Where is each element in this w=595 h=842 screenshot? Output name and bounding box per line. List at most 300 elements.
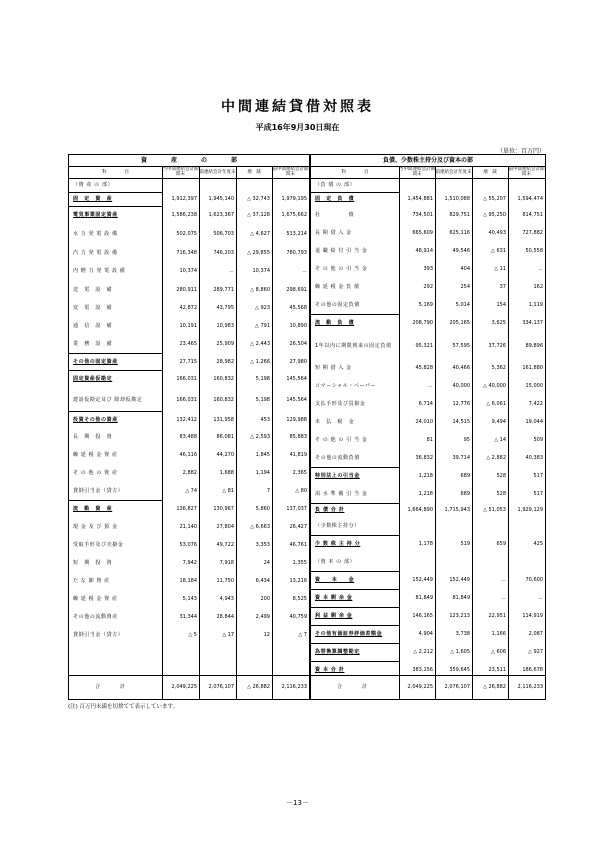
row-value: 453 <box>260 416 270 423</box>
row-value: △ 631 <box>491 248 506 254</box>
table-row <box>69 206 309 224</box>
row-value: 5,169 <box>418 302 433 308</box>
row-label: 繰 延 税 金 負 債 <box>315 284 360 290</box>
row-value: 10,983 <box>216 323 234 329</box>
row-label: （負 債 の 部） <box>315 182 356 188</box>
row-value: 205,165 <box>449 320 470 326</box>
row-value: 1,218 <box>418 491 433 497</box>
row-value: △ 2,593 <box>250 434 270 440</box>
row-value <box>162 178 199 192</box>
row-value: 829,751 <box>449 212 470 218</box>
row-value: 50,558 <box>525 248 543 254</box>
table-row <box>69 518 309 536</box>
footnote: (注) 百万円未満を切捨てて表示しています。 <box>68 704 179 710</box>
row-value: － <box>427 383 433 390</box>
table-row <box>69 224 309 243</box>
row-value: 85,883 <box>289 434 307 440</box>
table-row <box>69 590 309 608</box>
row-label: 固定資産仮勘定 <box>73 376 113 382</box>
row-value: 208,790 <box>412 320 433 326</box>
row-value: 48,914 <box>415 248 433 254</box>
row-value: 1,119 <box>528 302 543 308</box>
table-row <box>69 500 309 518</box>
row-value: 383,156 <box>412 667 433 673</box>
table-row <box>311 503 545 517</box>
total-value: 2,116,233 <box>517 684 543 690</box>
row-label: 社 債 <box>315 212 355 218</box>
row-value: 154 <box>496 302 506 308</box>
row-value: △ 55,207 <box>483 196 506 202</box>
row-value: 152,449 <box>449 577 470 583</box>
table-row <box>69 428 309 446</box>
row-value: 1,664,890 <box>407 507 433 513</box>
row-divider <box>311 314 399 315</box>
table-row <box>69 411 309 428</box>
col-header-change: 増 減 <box>483 169 497 175</box>
row-value: 145,564 <box>286 376 307 382</box>
row-value: 46,761 <box>289 542 307 548</box>
row-label: 流 動 資 産 <box>73 506 113 512</box>
row-value: 5,014 <box>455 302 470 308</box>
row-label: そ の 他 の 資 産 <box>73 470 118 476</box>
row-value: 36,832 <box>415 455 433 461</box>
row-label: 少 数 株 主 持 分 <box>315 541 361 547</box>
row-value: 45,568 <box>289 305 307 311</box>
row-value: 1,715,943 <box>444 507 470 513</box>
row-value: 425 <box>533 541 543 547</box>
row-value: 70,600 <box>525 577 543 583</box>
row-value: 166,031 <box>176 396 197 403</box>
row-value: 359,645 <box>449 667 470 673</box>
row-label: 支払手形及び買掛金 <box>315 401 366 407</box>
row-value: 95 <box>463 437 470 443</box>
liabilities-section <box>311 155 545 699</box>
row-value: △ 6,663 <box>250 524 270 530</box>
table-row <box>311 278 545 296</box>
row-divider <box>69 500 162 501</box>
row-value <box>399 517 435 535</box>
row-label: 内 燃 力 発 電 設 備 <box>73 268 126 274</box>
row-label: 渇 水 準 備 引 当 金 <box>315 491 368 497</box>
row-value: 21,140 <box>179 524 197 530</box>
row-value <box>272 178 309 192</box>
row-value: 23,465 <box>179 341 197 347</box>
row-value: 10,890 <box>289 323 307 329</box>
row-value: △ 2,443 <box>250 341 270 347</box>
row-value: △ 95,250 <box>483 212 506 218</box>
row-value: 506,703 <box>213 230 234 237</box>
row-value: 27,715 <box>179 358 197 365</box>
table-row <box>311 553 545 571</box>
row-label: 資 本 合 計 <box>315 667 345 673</box>
row-value: 393 <box>423 266 433 272</box>
row-value: 1,675,662 <box>281 212 307 218</box>
assets-section <box>69 155 311 699</box>
row-value: 40,000 <box>452 383 470 389</box>
table-row <box>311 314 545 332</box>
row-value: △ 791 <box>255 323 270 329</box>
row-value: － <box>537 595 543 602</box>
table-row <box>69 482 309 500</box>
row-label: 水 力 発 電 設 備 <box>73 230 118 237</box>
table-row <box>311 607 545 625</box>
row-value <box>508 178 545 192</box>
row-value: 280,911 <box>176 286 197 293</box>
table-row <box>69 370 309 388</box>
table-row <box>311 625 545 643</box>
row-label: その他有価証券評価差額金 <box>315 631 383 637</box>
table-row <box>311 467 545 485</box>
row-value: 49,546 <box>452 248 470 254</box>
row-value: △ 40,000 <box>483 383 506 389</box>
total-value: 2,049,225 <box>407 684 433 690</box>
row-value: － <box>228 268 234 275</box>
row-label: 貸倒引当金（貸方） <box>73 632 124 638</box>
row-value <box>472 178 508 192</box>
row-value: 659 <box>496 541 506 547</box>
row-value: 5,860 <box>255 506 270 512</box>
row-value: 39,714 <box>452 455 470 461</box>
row-value: △ 51,053 <box>483 507 506 513</box>
row-value: 2,499 <box>255 614 270 620</box>
liabilities-header: 負債、少数株主持分及び資本の部 <box>311 155 545 167</box>
row-value: △ 32,743 <box>247 196 270 202</box>
row-value: 26,427 <box>289 524 307 530</box>
row-divider <box>311 571 399 572</box>
col-header-prior-year: 前連結会計年度末 <box>435 169 472 175</box>
row-value: 95,321 <box>415 342 433 349</box>
row-value: 27,804 <box>216 524 234 530</box>
row-value <box>399 178 435 192</box>
row-value <box>435 178 472 192</box>
balance-sheet-table <box>68 154 546 700</box>
row-value: 3,353 <box>255 542 270 548</box>
row-value: 1,218 <box>418 473 433 479</box>
total-row <box>311 675 545 699</box>
row-value: 42,872 <box>179 305 197 311</box>
row-value: 83,488 <box>179 434 197 440</box>
row-value: 6,434 <box>255 578 270 584</box>
row-label: その他の流動負債 <box>315 455 360 461</box>
row-label: 流 動 負 債 <box>315 320 355 326</box>
row-value: － <box>301 268 307 275</box>
row-value: 86,081 <box>216 434 234 440</box>
row-value: 528 <box>496 491 506 497</box>
row-value: 5,362 <box>491 365 506 371</box>
table-row <box>311 413 545 431</box>
row-value: 10,191 <box>179 323 197 329</box>
row-value: 716,348 <box>176 249 197 256</box>
row-value: 200 <box>260 596 270 602</box>
table-row <box>311 589 545 607</box>
table-row <box>311 242 545 260</box>
table-row <box>311 377 545 395</box>
row-value: 14,515 <box>452 419 470 425</box>
row-label: 利 益 剰 余 金 <box>315 613 353 619</box>
row-value <box>472 517 508 535</box>
row-value: △ 81 <box>222 488 234 494</box>
row-value: － <box>500 595 506 602</box>
row-value: 161,880 <box>522 365 543 371</box>
row-value: 509 <box>533 437 543 443</box>
table-row <box>69 536 309 554</box>
row-divider <box>311 503 399 504</box>
row-value: 89,896 <box>525 342 543 349</box>
row-value: 24,010 <box>415 419 433 425</box>
row-value: 152,449 <box>412 577 433 583</box>
row-value: 45,828 <box>415 365 433 371</box>
col-header-change: 増 減 <box>247 169 261 175</box>
col-header-prior-interim: 前中間連結会計期間末 <box>508 167 545 177</box>
table-row <box>69 446 309 464</box>
row-value: 145,564 <box>286 396 307 403</box>
row-value: 37,726 <box>488 342 506 349</box>
total-value: 2,116,233 <box>281 684 307 690</box>
row-value: △ 14 <box>494 437 506 443</box>
row-value <box>399 553 435 571</box>
row-value: 4,904 <box>418 631 433 637</box>
row-value: 25,909 <box>216 341 234 347</box>
row-value: 3,738 <box>455 631 470 637</box>
row-value <box>508 517 545 535</box>
table-row <box>69 262 309 280</box>
row-value: 2,087 <box>528 631 543 637</box>
row-value: △ 1,605 <box>450 649 470 655</box>
row-label: 負 債 合 計 <box>315 507 345 513</box>
row-value: 22,951 <box>488 613 506 619</box>
row-value: 46,116 <box>179 452 197 458</box>
row-value: 12 <box>263 632 270 638</box>
row-value: 40,466 <box>452 365 470 371</box>
row-value: △ 4,627 <box>250 230 270 237</box>
row-value: 123,213 <box>449 613 470 619</box>
row-divider <box>311 589 399 590</box>
table-row <box>311 192 545 206</box>
row-label: 未 払 税 金 <box>315 419 355 425</box>
table-row <box>311 395 545 413</box>
row-divider <box>311 192 399 193</box>
row-value: 186,678 <box>522 667 543 673</box>
row-label: 長 期 投 資 <box>73 434 113 440</box>
row-value: 1,166 <box>491 631 506 637</box>
row-value: 5,198 <box>255 396 270 403</box>
row-value: 24 <box>263 560 270 566</box>
row-value: △ 37,128 <box>247 212 270 218</box>
col-header-prior-interim: 前中間連結会計期間末 <box>272 167 309 177</box>
table-row <box>311 359 545 377</box>
table-row <box>69 335 309 353</box>
row-label: 通 信 設 備 <box>73 323 113 329</box>
row-value: 12,776 <box>452 401 470 407</box>
table-row <box>69 572 309 590</box>
table-row <box>69 554 309 572</box>
row-divider <box>69 206 162 207</box>
row-value: 114,919 <box>522 613 543 619</box>
row-value: △ 923 <box>255 305 270 311</box>
col-header-prior-year: 前連結会計年度末 <box>199 169 236 175</box>
col-header-current: 当中間連結会計期間末 <box>162 167 199 177</box>
assets-header: 資 産 の 部 <box>69 155 309 167</box>
row-value: 665,609 <box>412 230 433 236</box>
row-label: 業 務 設 備 <box>73 341 113 347</box>
row-value: 502,075 <box>176 230 197 237</box>
row-value: 13,216 <box>289 578 307 584</box>
row-label: 送 電 設 備 <box>73 286 113 293</box>
table-row <box>311 431 545 449</box>
row-value: 1,510,088 <box>444 196 470 202</box>
total-label: 合計 <box>95 684 146 690</box>
row-divider <box>311 625 399 626</box>
row-value: 1,979,195 <box>281 196 307 202</box>
col-header-item: 科 目 <box>102 169 129 175</box>
table-row <box>69 464 309 482</box>
row-label: 為替換算調整勘定 <box>315 649 360 655</box>
table-row <box>69 388 309 411</box>
row-value: 43,795 <box>216 305 234 311</box>
row-value: 53,076 <box>179 542 197 548</box>
table-row <box>311 296 545 314</box>
row-value: △ 2,882 <box>486 455 506 461</box>
row-divider <box>69 411 162 412</box>
row-value: 26,504 <box>289 341 307 347</box>
table-row <box>311 260 545 278</box>
row-value: 18,184 <box>179 578 197 584</box>
row-value: 1,178 <box>418 541 433 547</box>
row-value: 334,137 <box>522 320 543 326</box>
row-value: 41,819 <box>289 452 307 458</box>
row-value: 19,044 <box>525 419 543 425</box>
row-label: その他の流動資産 <box>73 614 118 620</box>
row-value: 7,422 <box>528 401 543 407</box>
row-value: － <box>500 577 506 584</box>
row-label: 退 職 給 付 引 当 金 <box>315 248 368 254</box>
table-row <box>69 608 309 626</box>
row-label: 繰 延 税 金 資 産 <box>73 596 118 602</box>
table-row <box>311 535 545 553</box>
table-row <box>311 206 545 224</box>
table-row <box>311 449 545 467</box>
row-label: （資 本 の 部） <box>315 559 356 565</box>
row-label: そ の 他 の 引 当 金 <box>315 437 368 443</box>
row-label: 投資その他の資産 <box>73 416 118 423</box>
row-value: 254 <box>460 284 470 290</box>
row-value: 81,849 <box>452 595 470 601</box>
table-row <box>69 178 309 192</box>
row-value: 1,845 <box>255 452 270 458</box>
row-label: 建設仮勘定及び 除却仮勘定 <box>73 396 143 403</box>
row-value <box>236 178 272 192</box>
row-value: 160,832 <box>213 376 234 382</box>
table-row <box>311 224 545 242</box>
row-value: 15,000 <box>525 383 543 389</box>
unit-label: （単位：百万円） <box>496 148 545 155</box>
row-label: 短 期 投 資 <box>73 560 113 566</box>
row-label: 貸倒引当金（貸方） <box>73 488 124 494</box>
row-value: 1,454,881 <box>407 196 433 202</box>
row-value: △ 5 <box>188 632 197 638</box>
row-value: 28,982 <box>216 358 234 365</box>
total-value: △ 26,882 <box>483 684 506 690</box>
row-label: （資 産 の 部） <box>73 182 114 188</box>
row-value <box>435 517 472 535</box>
row-value: 8,525 <box>292 596 307 602</box>
row-value: 27,980 <box>289 358 307 365</box>
row-value: 7 <box>266 488 270 494</box>
row-value: 44,270 <box>216 452 234 458</box>
total-value: 2,076,107 <box>208 684 234 690</box>
row-value: △ 1,266 <box>250 358 270 365</box>
row-label: 資 本 剰 余 金 <box>315 595 353 601</box>
row-label: 固 定 資 産 <box>73 196 113 202</box>
row-label: た な 卸 資 産 <box>73 578 110 584</box>
row-value: 814,751 <box>522 212 543 218</box>
row-divider <box>69 192 162 193</box>
row-value: 519 <box>460 541 470 547</box>
row-value: 1,688 <box>219 470 234 476</box>
row-divider <box>311 607 399 608</box>
row-label: その他の固定資産 <box>73 358 118 365</box>
row-value: 23,511 <box>488 667 506 673</box>
table-row <box>69 243 309 262</box>
row-value: 7,918 <box>219 560 234 566</box>
row-value: 1,194 <box>255 470 270 476</box>
row-value: 132,412 <box>176 416 197 423</box>
total-value: 2,049,225 <box>171 684 197 690</box>
row-value: 136,827 <box>176 506 197 512</box>
row-value: 5,143 <box>182 596 197 602</box>
row-divider <box>311 535 399 536</box>
row-value: △ 2,212 <box>413 649 433 655</box>
row-value: △ 927 <box>528 649 543 655</box>
table-row <box>311 332 545 359</box>
total-label: 合計 <box>337 684 388 690</box>
row-value: 81,849 <box>415 595 433 601</box>
row-value: 160,832 <box>213 396 234 403</box>
row-value <box>199 178 236 192</box>
row-value: 40,493 <box>488 230 506 236</box>
row-label: 現 金 及 び 預 金 <box>73 524 118 530</box>
row-value: 130,967 <box>213 506 234 512</box>
row-label: 変 電 設 備 <box>73 305 113 311</box>
row-value: 780,793 <box>286 249 307 256</box>
row-divider <box>311 661 399 662</box>
row-value: 289,771 <box>213 286 234 293</box>
row-value <box>508 553 545 571</box>
row-value: 292 <box>423 284 433 290</box>
row-label: その他の固定負債 <box>315 302 360 308</box>
row-label: 繰 延 税 金 資 産 <box>73 452 118 458</box>
total-value: △ 26,882 <box>247 684 270 690</box>
row-value: △ 7 <box>298 632 307 638</box>
row-label: 短 期 借 入 金 <box>315 365 352 371</box>
row-value: 734,501 <box>412 212 433 218</box>
row-value: 746,203 <box>213 249 234 256</box>
table-row <box>69 317 309 335</box>
row-value: 528 <box>496 473 506 479</box>
table-row <box>311 178 545 192</box>
row-value: 11,750 <box>216 578 234 584</box>
table-row <box>69 353 309 370</box>
row-value: 1,912,397 <box>171 196 197 202</box>
row-value: 81 <box>426 437 433 443</box>
row-label: 固 定 負 債 <box>315 196 355 202</box>
row-value: 2,882 <box>182 470 197 476</box>
row-value: 57,595 <box>452 342 470 349</box>
col-header-current: 当中間連結会計期間末 <box>399 167 435 177</box>
row-value: △ 11 <box>494 266 506 272</box>
row-value: △ 606 <box>491 649 506 655</box>
row-value: 137,037 <box>286 506 307 512</box>
